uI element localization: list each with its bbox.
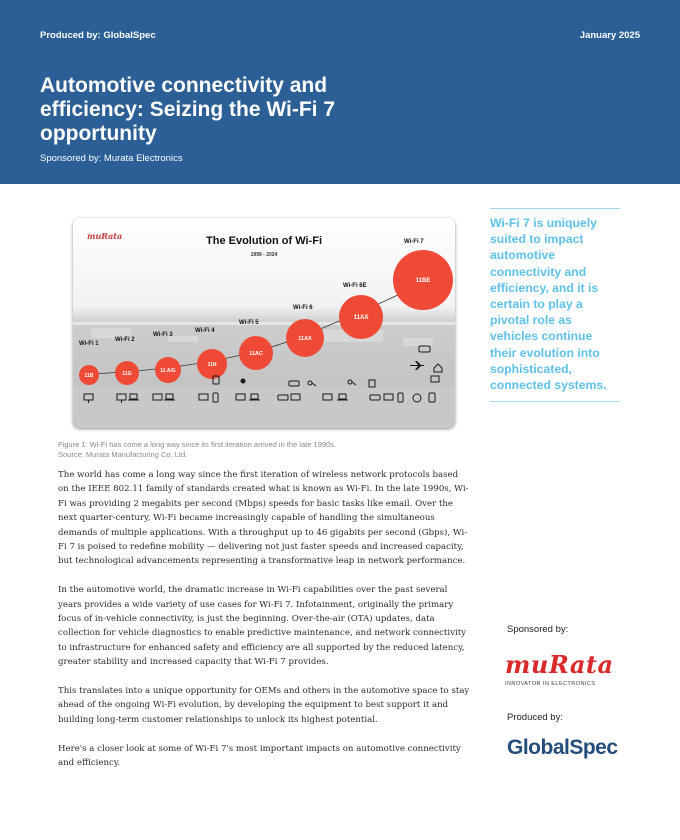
svg-text:11G: 11G [122,371,132,377]
gen-bubble-11b [79,365,99,385]
gen-label-wifi6e: Wi-Fi 6E [343,283,367,289]
svg-text:11AC: 11AC [249,351,263,357]
murata-tagline: INNOVATOR IN ELECTRONICS [505,681,596,687]
produced-by-line: Produced by: GlobalSpec [40,30,156,41]
gen-label-wifi4: Wi-Fi 4 [195,328,215,334]
figure-caption [58,440,336,460]
svg-text:11AX: 11AX [298,336,312,342]
gen-label-wifi1: Wi-Fi 1 [79,341,99,347]
gen-bubble-11g [115,361,139,385]
caption-line: Figure 1: Wi-Fi has come a long way since its first iteration arrived in the late 1990s. [58,440,337,449]
gen-bubble-11n [197,349,227,379]
wifi-evolution-graphic [73,218,455,428]
publication-date: January 2025 [579,30,640,41]
produced-by-label: Produced by: [507,712,563,723]
body-paragraph-4: Here's a closer look at some of Wi-Fi 7's most important impacts on automotive connectivity and efficiency. [58,743,461,769]
svg-text:11AX: 11AX [353,315,369,321]
body-paragraph-3: This translates into a unique opportunity for OEMs and others in the automotive space to stay ahead of the ongoing Wi-Fi evolution, by developing the equipment to best support it and building long-term customer relationships to unlock its highest potential. [58,686,470,725]
gen-label-wifi6: Wi-Fi 6 [293,305,313,311]
gen-bubble-11ax [286,319,324,357]
pull-quote: Wi-Fi 7 is uniquely suited to impact automotive connectivity and efficiency, and it is certain to play a pivotal role as vehicles continue their evolution into sophisticated, connected systems. [490,208,620,402]
gen-label-wifi5: Wi-Fi 5 [239,320,259,326]
gen-bubble-11ax-6e [339,295,383,339]
gen-label-wifi2: Wi-Fi 2 [115,337,135,343]
svg-text:11N: 11N [207,362,217,368]
svg-text:11 A/G: 11 A/G [160,368,176,374]
joystick-icon [241,379,246,384]
gen-bubble-11ag [155,357,181,383]
header-banner [0,0,680,184]
figure-title: The Evolution of Wi-Fi [206,235,322,247]
body-paragraph-1: The world has come a long way since the first iteration of wireless network protocols based on the IEEE 802.11 family of standards created what is known as Wi-Fi. In the late 1990s, Wi-Fi was providing 2 megabits per second (Mbps) speeds for basic tasks like email. Over the next quarter-century, Wi-Fi became increasingly capable of handling the simultaneous demands of multiple applications. With a throughput up to 46 gigabits per second (Gbps), Wi-Fi 7 is poised to redefine mobility — delivering not just faster speeds and increased capacity, but technological advancements representing a transformative leap in network performance. [58,470,469,567]
page-title: Automotive connectivity and efficiency: Seizing the Wi-Fi 7 opportunity [40,74,336,145]
globalspec-logo: GlobalSpec [507,736,618,759]
svg-text:11BE: 11BE [415,278,431,284]
murata-logo [505,650,614,687]
gen-bubble-11be [393,250,453,310]
gen-label-wifi7: Wi-Fi 7 [404,239,424,245]
figure-logo: muRata [87,231,123,241]
figure-years: 1999 - 2024 [250,252,278,258]
svg-text:11B: 11B [84,373,94,379]
body-paragraph-2: In the automotive world, the dramatic increase in Wi-Fi capabilities over the past several years provides a wide variety of use cases for Wi-Fi 7. Infotainment, originally the primary focus of in-vehicle connectivity, is just the beginning. Over-the-air (OTA) updates, data collection for vehicle diagnostics to enable predictive maintenance, and network connectivity to infrastructure for enhanced safety and efficiency are all supported by the reduced latency, greater stability and increased capacity that Wi-Fi 7 provides. [58,585,467,668]
gen-label-wifi3: Wi-Fi 3 [153,332,173,338]
sponsored-by-line: Sponsored by: Murata Electronics [40,153,183,164]
gen-bubble-11ac [239,336,273,370]
article-body [58,468,470,785]
sponsored-by-label: Sponsored by: [507,624,569,635]
caption-source: Source: Murata Manufacturing Co. Ltd. [58,450,188,459]
wifi-evolution-figure [73,218,455,428]
murata-logo-wordmark: muRata [505,650,614,679]
